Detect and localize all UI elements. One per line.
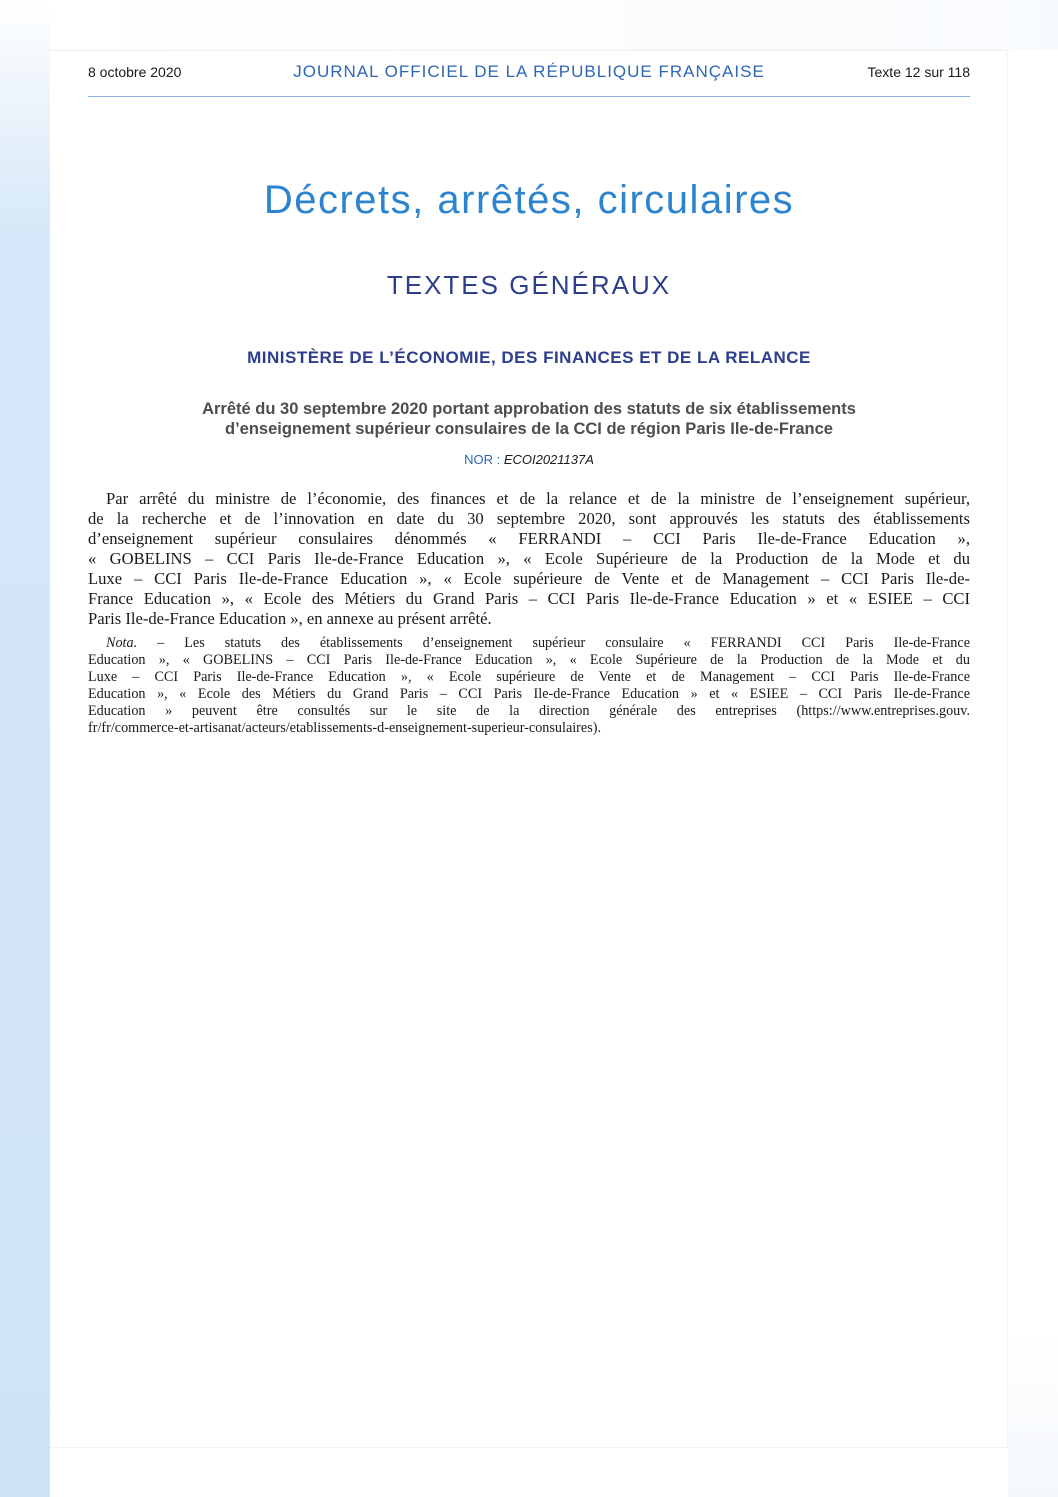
nota-label: Nota.: [106, 635, 138, 651]
nor-code: ECOI2021137A: [503, 452, 594, 467]
page-corner-band: [1008, 1330, 1058, 1497]
page-header: [88, 62, 970, 84]
nota-line: [88, 635, 970, 652]
nota-line: Education » peuvent être consultés sur le site de la direction générale des entreprises (https://www.entreprises.gouv.: [88, 703, 970, 719]
body-line: de la recherche et de l’innovation en date du 30 septembre 2020, sont approuvés les statuts des établissements: [88, 509, 970, 528]
page-title: Décrets, arrêtés, circulaires: [263, 178, 795, 222]
header-divider: [88, 96, 970, 97]
nota-line: Education », « GOBELINS – CCI Paris Ile-de-France Education », « Ecole Supérieure de la Production de la Mode et du: [88, 652, 970, 668]
header-journal-title: JOURNAL OFFICIEL DE LA RÉPUBLIQUE FRANÇAISE: [293, 62, 765, 81]
nota-paragraph: [88, 635, 970, 737]
arrete-title-line: d’enseignement supérieur consulaires de la CCI de région Paris Ile-de-France: [225, 420, 833, 438]
header-text-number: Texte 12 sur 118: [867, 64, 970, 80]
page-side-band: [0, 0, 50, 1497]
body-line: Par arrêté du ministre de l’économie, des finances et de la relance et de la ministre de l’enseignement supérieur,: [106, 489, 970, 508]
page-top-band: [50, 0, 1058, 50]
body-line: Paris Ile-de-France Education », en annexe au présent arrêté.: [88, 609, 492, 628]
nota-line-text: – Les statuts des établissements d’enseignement supérieur consulaire « FERRANDI CCI Paris Ile-de-France: [137, 635, 970, 651]
nota-line: fr/fr/commerce-et-artisanat/acteurs/etablissements-d-enseignement-superieur-consulaires).: [88, 720, 601, 736]
arrete-title-line: Arrêté du 30 septembre 2020 portant approbation des statuts de six établissements: [202, 400, 856, 418]
header-date: 8 octobre 2020: [88, 64, 182, 80]
body-line: d’enseignement supérieur consulaires dénommés « FERRANDI – CCI Paris Ile-de-France Education »,: [88, 529, 970, 548]
body-line: « GOBELINS – CCI Paris Ile-de-France Education », « Ecole Supérieure de la Production de la Mode et du: [88, 549, 970, 568]
nor-reference: [88, 452, 970, 467]
nota-line: Luxe – CCI Paris Ile-de-France Education », « Ecole supérieure de Vente et de Management – CCI Paris Ile-de-France: [88, 669, 970, 685]
nor-label: NOR :: [464, 452, 504, 467]
ministry-heading: MINISTÈRE DE L’ÉCONOMIE, DES FINANCES ET DE LA RELANCE: [247, 348, 811, 367]
body-paragraph: [88, 489, 970, 629]
section-title: TEXTES GÉNÉRAUX: [386, 270, 672, 300]
nota-line: Education », « Ecole des Métiers du Grand Paris – CCI Paris Ile-de-France Education » et « ESIEE – CCI Paris Ile-de-France: [88, 686, 970, 702]
arrete-title: [88, 399, 970, 439]
body-line: Luxe – CCI Paris Ile-de-France Education », « Ecole supérieure de Vente et de Management – CCI Paris Ile-de-: [88, 569, 970, 588]
body-line: France Education », « Ecole des Métiers du Grand Paris – CCI Paris Ile-de-France Education » et « ESIEE – CCI: [88, 589, 970, 608]
page-frame: [50, 50, 1008, 1448]
